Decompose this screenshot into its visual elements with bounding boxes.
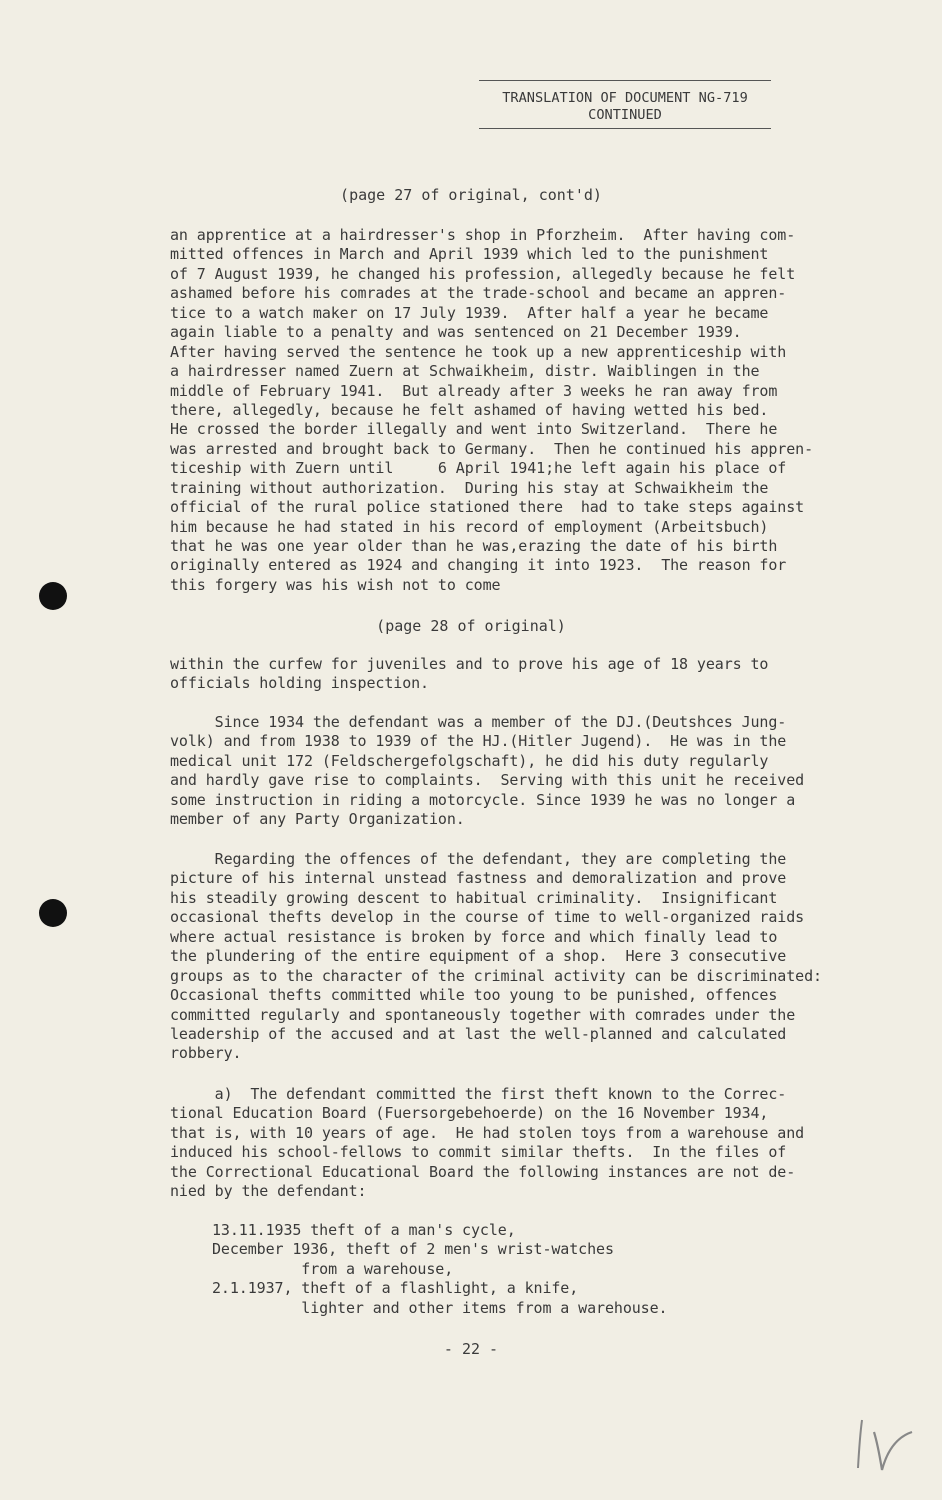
text-line: that he was one year older than he was,erazing the date of his birth: [170, 537, 778, 555]
text-line: groups as to the character of the criminal activity can be discriminated:: [170, 966, 822, 985]
text-line: his steadily growing descent to habitual criminality. Insignificant: [170, 888, 778, 907]
page-reference-28: (page 28 of original): [376, 617, 566, 635]
text-line: member of any Party Organization.: [170, 810, 465, 829]
text-line: this forgery was his wish not to come: [170, 575, 501, 594]
punch-hole-top: [39, 582, 67, 610]
paragraph-3: [170, 713, 804, 830]
text-line: originally entered as 1924 and changing it into 1923. The reason for: [170, 556, 787, 575]
paragraph-5: [170, 1085, 804, 1202]
text-line: ticeship with Zuern until 6 April 1941;he left again his place of: [170, 459, 787, 478]
text-line: Regarding the offences of the defendant, they are completing the: [170, 850, 787, 868]
paragraph-2: [170, 655, 768, 694]
text-line: December 1936, theft of 2 men's wrist-watches: [212, 1240, 614, 1259]
text-line: volk) and from 1938 to 1939 of the HJ.(Hitler Jugend). He was in the: [170, 732, 787, 751]
theft-list: [212, 1221, 667, 1318]
punch-hole-bottom: [39, 899, 67, 927]
text-line: medical unit 172 (Feldschergefolgschaft), he did his duty regularly: [170, 751, 769, 770]
text-line: tional Education Board (Fuersorgebehoerde) on the 16 November 1934,: [170, 1104, 769, 1123]
text-line: where actual resistance is broken by force and which finally lead to: [170, 927, 778, 946]
text-line: induced his school-fellows to commit similar thefts. In the files of: [170, 1143, 787, 1162]
text-line: lighter and other items from a warehouse.: [212, 1298, 668, 1317]
text-line: an apprentice at a hairdresser's shop in Pforzheim. After having com-: [170, 226, 796, 244]
text-line: again liable to a penalty and was sentenced on 21 December 1939.: [170, 323, 742, 342]
text-line: picture of his internal unstead fastness and demoralization and prove: [170, 869, 787, 888]
text-line: officials holding inspection.: [170, 674, 429, 693]
text-line: 13.11.1935 theft of a man's cycle,: [212, 1221, 516, 1239]
header-continued: CONTINUED: [588, 107, 662, 123]
text-line: Since 1934 the defendant was a member of the DJ.(Deutshces Jung-: [170, 713, 787, 731]
translation-header: [479, 80, 771, 129]
text-line: the Correctional Educational Board the following instances are not de-: [170, 1162, 796, 1181]
text-line: Occasional thefts committed while too young to be punished, offences: [170, 986, 778, 1005]
text-line: of 7 August 1939, he changed his profession, allegedly because he felt: [170, 264, 796, 283]
text-line: official of the rural police stationed there had to take steps against: [170, 498, 805, 517]
handwritten-mark: [850, 1410, 920, 1480]
text-line: a hairdresser named Zuern at Schwaikheim, distr. Waiblingen in the: [170, 362, 760, 381]
text-line: tice to a watch maker on 17 July 1939. After half a year he became: [170, 303, 769, 322]
text-line: some instruction in riding a motorcycle. Since 1939 he was no longer a: [170, 790, 796, 809]
text-line: middle of February 1941. But already after 3 weeks he ran away from: [170, 381, 778, 400]
text-line: within the curfew for juveniles and to prove his age of 18 years to: [170, 655, 769, 673]
text-line: there, allegedly, because he felt ashamed of having wetted his bed.: [170, 400, 769, 419]
text-line: a) The defendant committed the first theft known to the Correc-: [170, 1085, 787, 1103]
text-line: and hardly gave rise to complaints. Serving with this unit he received: [170, 771, 805, 790]
text-line: ashamed before his comrades at the trade-school and became an appren-: [170, 284, 787, 303]
text-line: was arrested and brought back to Germany. Then he continued his appren-: [170, 439, 814, 458]
text-line: He crossed the border illegally and went into Switzerland. There he: [170, 420, 778, 439]
text-line: that is, with 10 years of age. He had stolen toys from a warehouse and: [170, 1123, 805, 1142]
text-line: training without authorization. During his stay at Schwaikheim the: [170, 478, 769, 497]
text-line: committed regularly and spontaneously together with comrades under the: [170, 1005, 796, 1024]
text-line: the plundering of the entire equipment of a shop. Here 3 consecutive: [170, 947, 787, 966]
text-line: leadership of the accused and at last the well-planned and calculated: [170, 1024, 787, 1043]
text-line: him because he had stated in his record of employment (Arbeitsbuch): [170, 517, 769, 536]
text-line: 2.1.1937, theft of a flashlight, a knife,: [212, 1279, 579, 1298]
text-line: nied by the defendant:: [170, 1182, 367, 1201]
paragraph-4: [170, 850, 822, 1064]
text-line: robbery.: [170, 1044, 242, 1063]
header-title: TRANSLATION OF DOCUMENT NG-719: [502, 90, 748, 106]
text-line: mitted offences in March and April 1939 which led to the punishment: [170, 245, 769, 264]
text-line: from a warehouse,: [212, 1259, 454, 1278]
text-line: After having served the sentence he took up a new apprenticeship with: [170, 342, 787, 361]
paragraph-1: [170, 226, 813, 595]
text-line: occasional thefts develop in the course of time to well-organized raids: [170, 908, 805, 927]
page-reference-27: (page 27 of original, cont'd): [340, 186, 602, 204]
page-number: - 22 -: [443, 1340, 499, 1358]
